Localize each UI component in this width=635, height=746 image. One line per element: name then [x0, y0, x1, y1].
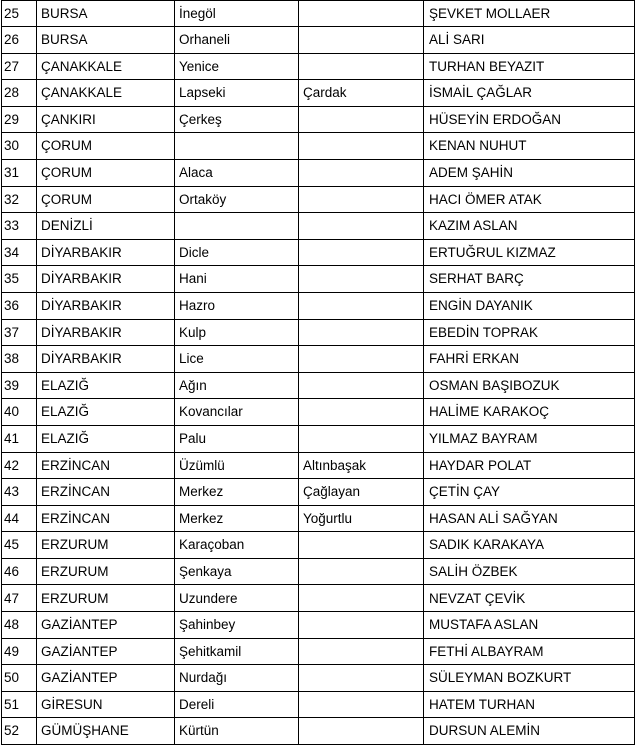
district-cell: Uzundere — [175, 585, 299, 612]
town-cell — [299, 186, 424, 213]
district-cell: Merkez — [175, 479, 299, 506]
person-name-cell: HACI ÖMER ATAK — [424, 186, 635, 213]
province-cell: ÇANAKKALE — [37, 53, 175, 80]
table-row — [2, 319, 635, 346]
province-cell: DİYARBAKIR — [37, 239, 175, 266]
town-cell: Çardak — [299, 80, 424, 107]
district-cell: Ortaköy — [175, 186, 299, 213]
table-row — [2, 638, 635, 665]
row-number-cell: 42 — [2, 452, 37, 479]
person-name-cell: OSMAN BAŞIBOZUK — [424, 372, 635, 399]
province-cell: ERZURUM — [37, 585, 175, 612]
district-cell: Şenkaya — [175, 558, 299, 585]
person-name-cell: EBEDİN TOPRAK — [424, 319, 635, 346]
district-cell: Lapseki — [175, 80, 299, 107]
town-cell — [299, 106, 424, 133]
person-name-cell: NEVZAT ÇEVİK — [424, 585, 635, 612]
row-number-cell: 44 — [2, 505, 37, 532]
district-cell: Yenice — [175, 53, 299, 80]
town-cell — [299, 159, 424, 186]
person-name-cell: SÜLEYMAN BOZKURT — [424, 665, 635, 692]
province-cell: DENİZLİ — [37, 213, 175, 240]
table-row — [2, 292, 635, 319]
person-name-cell: KENAN NUHUT — [424, 133, 635, 160]
table-row — [2, 532, 635, 559]
row-number-cell: 47 — [2, 585, 37, 612]
candidate-table — [1, 0, 635, 745]
province-cell: ERZURUM — [37, 558, 175, 585]
row-number-cell: 50 — [2, 665, 37, 692]
district-cell: Kovancılar — [175, 399, 299, 426]
table-row — [2, 266, 635, 293]
row-number-cell: 46 — [2, 558, 37, 585]
town-cell — [299, 239, 424, 266]
province-cell: BURSA — [37, 1, 175, 27]
town-cell — [299, 585, 424, 612]
province-cell: DİYARBAKIR — [37, 319, 175, 346]
district-cell: Şahinbey — [175, 612, 299, 639]
row-number-cell: 39 — [2, 372, 37, 399]
table-row — [2, 612, 635, 639]
person-name-cell: HAYDAR POLAT — [424, 452, 635, 479]
district-cell: Kulp — [175, 319, 299, 346]
table-row — [2, 558, 635, 585]
district-cell: Üzümlü — [175, 452, 299, 479]
district-cell: Palu — [175, 425, 299, 452]
town-cell — [299, 53, 424, 80]
person-name-cell: TURHAN BEYAZIT — [424, 53, 635, 80]
person-name-cell: FAHRİ ERKAN — [424, 346, 635, 373]
table-row — [2, 186, 635, 213]
person-name-cell: ENGİN DAYANIK — [424, 292, 635, 319]
town-cell — [299, 718, 424, 745]
province-cell: DİYARBAKIR — [37, 346, 175, 373]
town-cell — [299, 27, 424, 54]
province-cell: ELAZIĞ — [37, 372, 175, 399]
province-cell: ERZİNCAN — [37, 479, 175, 506]
district-cell: Şehitkamil — [175, 638, 299, 665]
row-number-cell: 36 — [2, 292, 37, 319]
person-name-cell: ADEM ŞAHİN — [424, 159, 635, 186]
town-cell — [299, 532, 424, 559]
person-name-cell: HÜSEYİN ERDOĞAN — [424, 106, 635, 133]
province-cell: GAZİANTEP — [37, 665, 175, 692]
person-name-cell: ŞEVKET MOLLAER — [424, 1, 635, 27]
town-cell — [299, 638, 424, 665]
province-cell: ÇANKIRI — [37, 106, 175, 133]
town-cell: Yoğurtlu — [299, 505, 424, 532]
district-cell: Hazro — [175, 292, 299, 319]
town-cell — [299, 292, 424, 319]
table-row — [2, 372, 635, 399]
person-name-cell: MUSTAFA ASLAN — [424, 612, 635, 639]
table-row — [2, 239, 635, 266]
district-cell: Alaca — [175, 159, 299, 186]
row-number-cell: 38 — [2, 346, 37, 373]
person-name-cell: ÇETİN ÇAY — [424, 479, 635, 506]
town-cell — [299, 425, 424, 452]
table-row — [2, 80, 635, 107]
table-row — [2, 691, 635, 718]
table-row — [2, 1, 635, 27]
person-name-cell: İSMAİL ÇAĞLAR — [424, 80, 635, 107]
town-cell — [299, 1, 424, 27]
person-name-cell: ALİ SARI — [424, 27, 635, 54]
province-cell: ERZURUM — [37, 532, 175, 559]
town-cell — [299, 558, 424, 585]
table-row — [2, 399, 635, 426]
row-number-cell: 26 — [2, 27, 37, 54]
town-cell — [299, 372, 424, 399]
province-cell: ELAZIĞ — [37, 425, 175, 452]
row-number-cell: 29 — [2, 106, 37, 133]
province-cell: ÇORUM — [37, 159, 175, 186]
row-number-cell: 49 — [2, 638, 37, 665]
district-cell: Dicle — [175, 239, 299, 266]
row-number-cell: 37 — [2, 319, 37, 346]
row-number-cell: 34 — [2, 239, 37, 266]
table-row — [2, 452, 635, 479]
district-cell: Dereli — [175, 691, 299, 718]
table-row — [2, 425, 635, 452]
person-name-cell: FETHİ ALBAYRAM — [424, 638, 635, 665]
person-name-cell: KAZIM ASLAN — [424, 213, 635, 240]
town-cell — [299, 399, 424, 426]
province-cell: ÇORUM — [37, 186, 175, 213]
table-row — [2, 27, 635, 54]
table-row — [2, 505, 635, 532]
table-row — [2, 479, 635, 506]
person-name-cell: SERHAT BARÇ — [424, 266, 635, 293]
person-name-cell: HASAN ALİ SAĞYAN — [424, 505, 635, 532]
town-cell — [299, 266, 424, 293]
district-cell: Ağın — [175, 372, 299, 399]
person-name-cell: HALİME KARAKOÇ — [424, 399, 635, 426]
row-number-cell: 45 — [2, 532, 37, 559]
row-number-cell: 27 — [2, 53, 37, 80]
table-row — [2, 133, 635, 160]
town-cell — [299, 319, 424, 346]
district-cell — [175, 133, 299, 160]
district-cell: Orhaneli — [175, 27, 299, 54]
province-cell: BURSA — [37, 27, 175, 54]
table-row — [2, 585, 635, 612]
table-row — [2, 106, 635, 133]
district-cell: İnegöl — [175, 1, 299, 27]
person-name-cell: DURSUN ALEMİN — [424, 718, 635, 745]
province-cell: GİRESUN — [37, 691, 175, 718]
row-number-cell: 30 — [2, 133, 37, 160]
town-cell — [299, 213, 424, 240]
province-cell: ELAZIĞ — [37, 399, 175, 426]
table-body — [2, 1, 635, 745]
row-number-cell: 25 — [2, 1, 37, 27]
town-cell — [299, 346, 424, 373]
table-row — [2, 53, 635, 80]
town-cell: Çağlayan — [299, 479, 424, 506]
province-cell: ERZİNCAN — [37, 505, 175, 532]
person-name-cell: SALİH ÖZBEK — [424, 558, 635, 585]
row-number-cell: 52 — [2, 718, 37, 745]
row-number-cell: 51 — [2, 691, 37, 718]
row-number-cell: 41 — [2, 425, 37, 452]
town-cell — [299, 665, 424, 692]
province-cell: ERZİNCAN — [37, 452, 175, 479]
province-cell: DİYARBAKIR — [37, 266, 175, 293]
district-cell: Karaçoban — [175, 532, 299, 559]
person-name-cell: SADIK KARAKAYA — [424, 532, 635, 559]
row-number-cell: 28 — [2, 80, 37, 107]
table-row — [2, 159, 635, 186]
province-cell: GAZİANTEP — [37, 612, 175, 639]
table-row — [2, 718, 635, 745]
row-number-cell: 32 — [2, 186, 37, 213]
district-cell: Nurdağı — [175, 665, 299, 692]
province-cell: GAZİANTEP — [37, 638, 175, 665]
town-cell — [299, 133, 424, 160]
person-name-cell: YILMAZ BAYRAM — [424, 425, 635, 452]
row-number-cell: 33 — [2, 213, 37, 240]
province-cell: DİYARBAKIR — [37, 292, 175, 319]
province-cell: ÇORUM — [37, 133, 175, 160]
person-name-cell: HATEM TURHAN — [424, 691, 635, 718]
row-number-cell: 43 — [2, 479, 37, 506]
row-number-cell: 31 — [2, 159, 37, 186]
table-row — [2, 665, 635, 692]
table-row — [2, 346, 635, 373]
row-number-cell: 48 — [2, 612, 37, 639]
town-cell — [299, 612, 424, 639]
district-cell: Lice — [175, 346, 299, 373]
district-cell: Merkez — [175, 505, 299, 532]
table-row — [2, 213, 635, 240]
town-cell — [299, 691, 424, 718]
district-cell: Kürtün — [175, 718, 299, 745]
district-cell: Hani — [175, 266, 299, 293]
province-cell: ÇANAKKALE — [37, 80, 175, 107]
province-cell: GÜMÜŞHANE — [37, 718, 175, 745]
person-name-cell: ERTUĞRUL KIZMAZ — [424, 239, 635, 266]
district-cell — [175, 213, 299, 240]
district-cell: Çerkeş — [175, 106, 299, 133]
town-cell: Altınbaşak — [299, 452, 424, 479]
row-number-cell: 40 — [2, 399, 37, 426]
row-number-cell: 35 — [2, 266, 37, 293]
